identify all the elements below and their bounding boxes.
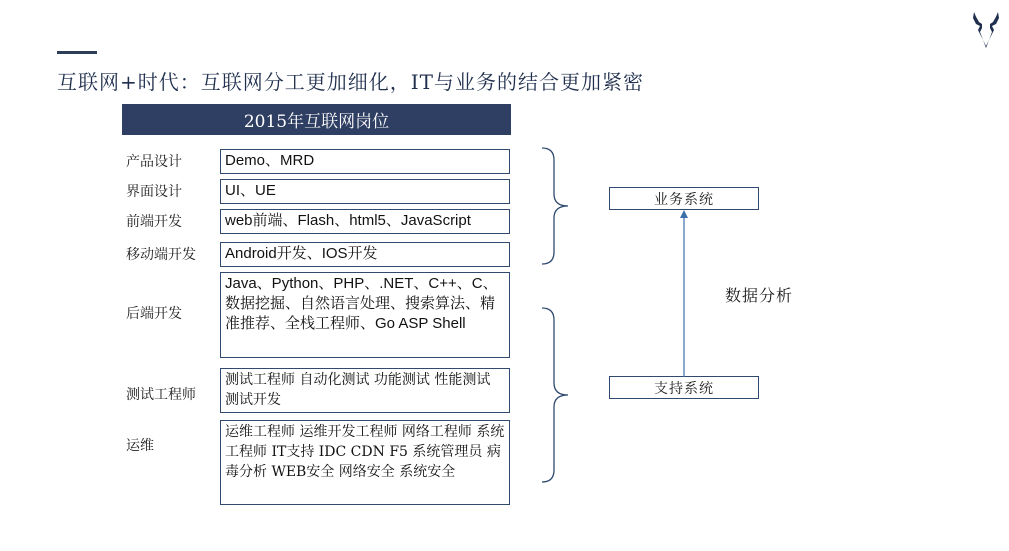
up-arrow-icon	[676, 209, 692, 377]
title-accent-bar	[57, 51, 97, 54]
role-content: Java、Python、PHP、.NET、C++、C、数据挖掘、自然语言处理、搜索算法、精准推荐、全栈工程师、Go ASP Shell	[220, 272, 510, 358]
role-label: 运维	[126, 438, 154, 454]
role-content: UI、UE	[220, 179, 510, 204]
deer-head-icon	[970, 10, 1002, 50]
business-system-box: 业务系统	[609, 187, 759, 210]
upper-brace	[538, 146, 574, 266]
role-content: 测试工程师 自动化测试 功能测试 性能测试 测试开发	[220, 368, 510, 413]
role-content: 运维工程师 运维开发工程师 网络工程师 系统工程师 IT支持 IDC CDN F5 系统管理员 病毒分析 WEB安全 网络安全 系统安全	[220, 420, 510, 505]
table-header: 2015年互联网岗位	[122, 104, 511, 135]
data-analysis-label: 数据分析	[725, 286, 794, 305]
role-label: 后端开发	[126, 306, 182, 322]
role-label: 移动端开发	[126, 247, 196, 263]
slide-title: 互联网+时代：互联网分工更加细化，IT与业务的结合更加紧密	[57, 70, 644, 94]
role-content: Android开发、IOS开发	[220, 242, 510, 267]
role-label: 界面设计	[126, 184, 182, 200]
role-label: 前端开发	[126, 214, 182, 230]
role-label: 测试工程师	[126, 387, 196, 403]
role-label: 产品设计	[126, 154, 182, 170]
role-content: Demo、MRD	[220, 149, 510, 174]
role-content: web前端、Flash、html5、JavaScript	[220, 209, 510, 234]
support-system-box: 支持系统	[609, 376, 759, 399]
lower-brace	[538, 306, 574, 484]
